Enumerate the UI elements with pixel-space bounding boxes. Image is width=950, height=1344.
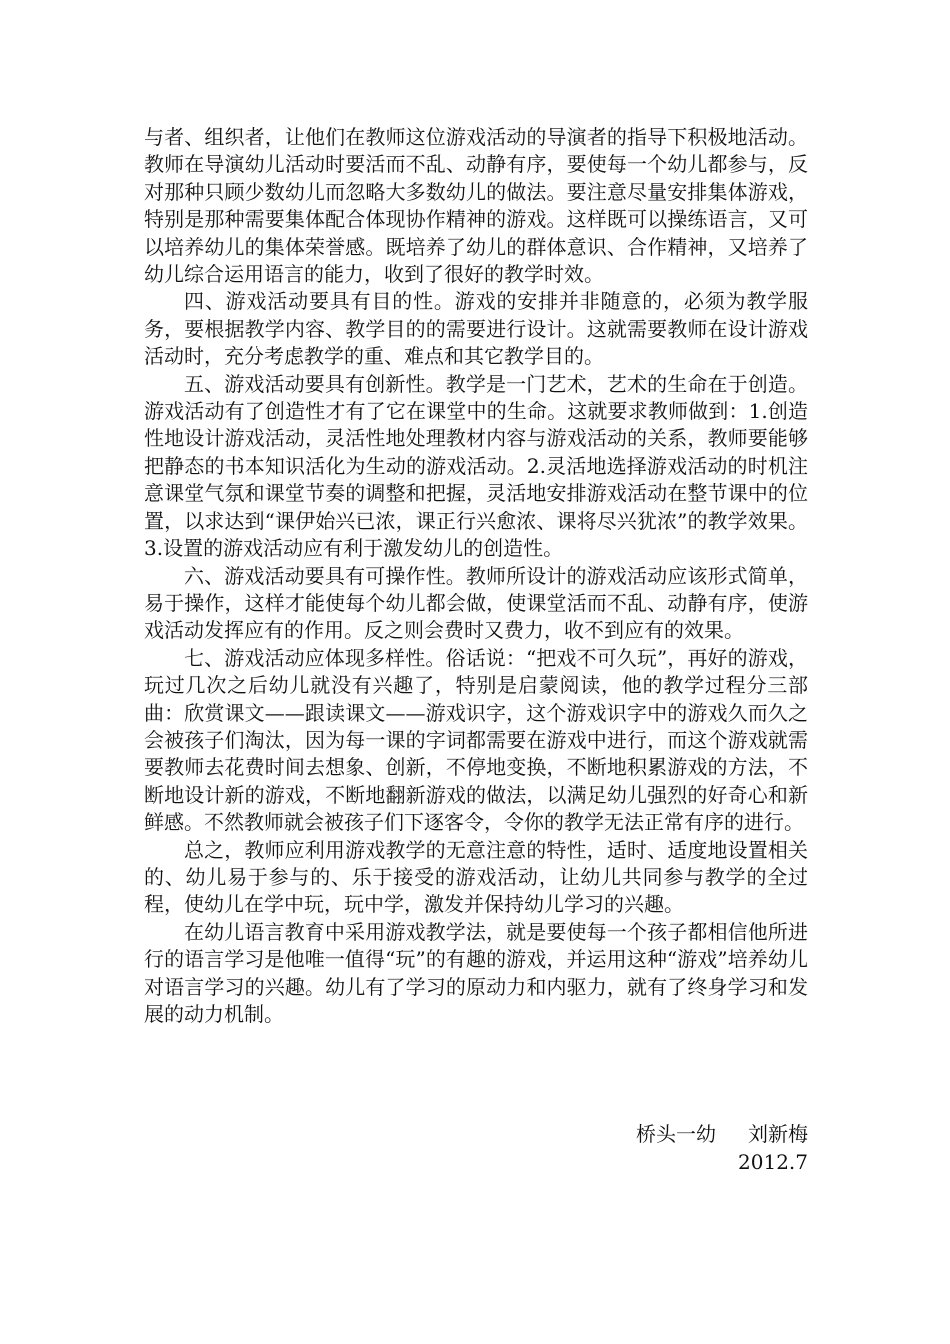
document-body xyxy=(144,124,808,1028)
paragraph-summary: 总之，教师应利用游戏教学的无意注意的特性，适时、适度地设置相关的、幼儿易于参与的、乐于接受的游戏活动，让幼儿共同参与教学的全过程，使幼儿在学中玩，玩中学，激发并保持幼儿学习的兴趣。 xyxy=(144,837,808,917)
paragraph-operability: 六、游戏活动要具有可操作性。教师所设计的游戏活动应该形式简单，易于操作，这样才能使每个幼儿都会做，使课堂活而不乱、动静有序，使游戏活动发挥应有的作用。反之则会费时又费力，收不到应有的效果。 xyxy=(144,563,808,643)
paragraph-continuation: 与者、组织者，让他们在教师这位游戏活动的导演者的指导下积极地活动。教师在导演幼儿活动时要活而不乱、动静有序，要使每一个幼儿都参与，反对那种只顾少数幼儿而忽略大多数幼儿的做法。要注意尽量安排集体游戏，特别是那种需要集体配合体现协作精神的游戏。这样既可以操练语言，又可以培养幼儿的集体荣誉感。既培养了幼儿的群体意识、合作精神，又培养了幼儿综合运用语言的能力，收到了很好的教学时效。 xyxy=(144,125,808,287)
signature-date: 2012.7 xyxy=(738,1150,808,1174)
paragraph-diversity: 七、游戏活动应体现多样性。俗话说：“把戏不可久玩”，再好的游戏，玩过几次之后幼儿就没有兴趣了，特别是启蒙阅读，他的教学过程分三部曲：欣赏课文——跟读课文——游戏识字，这个游戏识字中的游戏久而久之会被孩子们淘汰，因为每一课的字词都需要在游戏中进行，而这个游戏就需要教师去花费时间去想象、创新，不停地变换，不断地积累游戏的方法，不断地设计新的游戏，不断地翻新游戏的做法，以满足幼儿强烈的好奇心和新鲜感。不然教师就会被孩子们下逐客令，令你的教学无法正常有序的进行。 xyxy=(144,645,808,835)
signature-line xyxy=(636,1120,808,1148)
paragraph-innovation: 五、游戏活动要具有创新性。教学是一门艺术，艺术的生命在于创造。游戏活动有了创造性才有了它在课堂中的生命。这就要求教师做到：1.创造性地设计游戏活动，灵活性地处理教材内容与游戏活动的关系，教师要能够把静态的书本知识活化为生动的游戏活动。2.灵活地选择游戏活动的时机注意课堂气氛和课堂节奏的调整和把握，灵活地安排游戏活动在整节课中的位置，以求达到“课伊始兴已浓，课正行兴愈浓、课将尽兴犹浓”的教学效果。3.设置的游戏活动应有利于激发幼儿的创造性。 xyxy=(144,371,808,561)
signature-author: 刘新梅 xyxy=(748,1122,808,1146)
paragraph-purpose: 四、游戏活动要具有目的性。游戏的安排并非随意的，必须为教学服务，要根据教学内容、教学目的的需要进行设计。这就需要教师在设计游戏活动时，充分考虑教学的重、难点和其它教学目的。 xyxy=(144,289,808,369)
signature-block xyxy=(636,1120,808,1176)
paragraph-conclusion: 在幼儿语言教育中采用游戏教学法，就是要使每一个孩子都相信他所进行的语言学习是他唯一值得“玩”的有趣的游戏，并运用这种“游戏”培养幼儿对语言学习的兴趣。幼儿有了学习的原动力和内驱力，就有了终身学习和发展的动力机制。 xyxy=(144,919,808,1026)
signature-school: 桥头一幼 xyxy=(636,1122,716,1146)
